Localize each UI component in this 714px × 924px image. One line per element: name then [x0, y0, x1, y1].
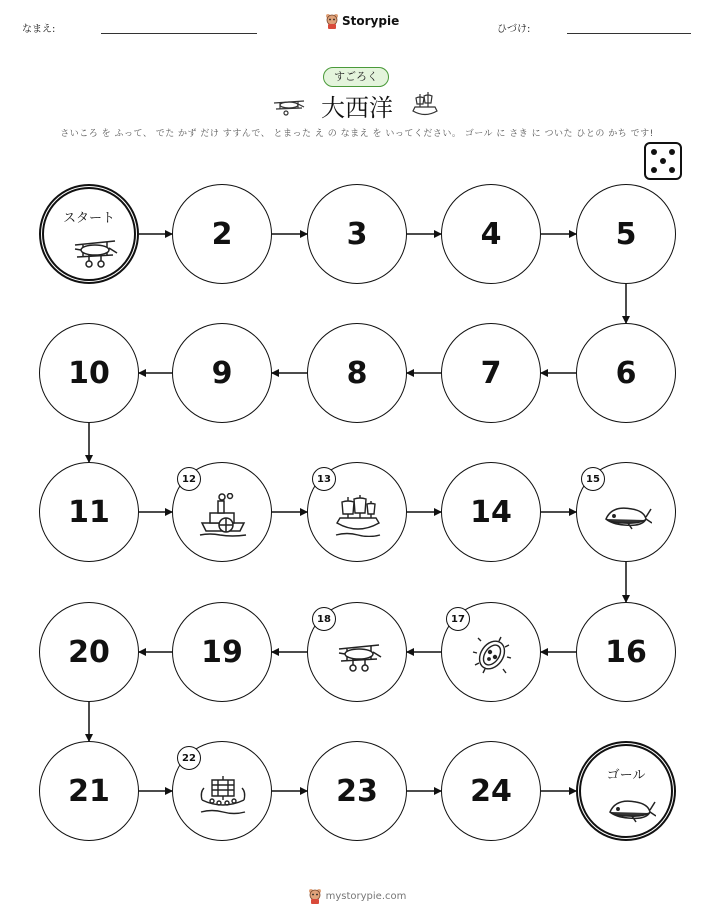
board-space [172, 323, 272, 423]
bear-mascot-icon [308, 888, 322, 904]
board-space [441, 323, 541, 423]
footer-url: mystorypie.com [325, 890, 407, 902]
board-space [172, 741, 272, 841]
space-number: 7 [480, 355, 502, 391]
biplane-icon [69, 229, 119, 273]
space-number: 19 [201, 634, 243, 670]
space-number: 16 [605, 634, 647, 670]
space-number-badge: 17 [446, 607, 470, 631]
space-number: 20 [68, 634, 110, 670]
microbe-icon [467, 633, 517, 677]
page-title: 大西洋 [321, 94, 393, 122]
space-number-badge: 15 [581, 467, 605, 491]
board-space [307, 741, 407, 841]
board-space [39, 184, 139, 284]
space-number-badge: 12 [177, 467, 201, 491]
space-number: 24 [470, 773, 512, 809]
board-space [441, 741, 541, 841]
board-space [576, 184, 676, 284]
biplane-icon [333, 633, 383, 677]
board-space [39, 323, 139, 423]
board-space [441, 602, 541, 702]
space-number: 11 [68, 494, 110, 530]
board-space [441, 184, 541, 284]
board-space [307, 462, 407, 562]
space-label: ゴール [606, 768, 646, 783]
space-number: 21 [68, 773, 110, 809]
board-space [39, 462, 139, 562]
board-space [441, 462, 541, 562]
space-number: 5 [615, 216, 637, 252]
space-number: 3 [346, 216, 368, 252]
space-number: 9 [211, 355, 233, 391]
space-number: 10 [68, 355, 110, 391]
viking-ship-icon [198, 772, 248, 816]
brand-name: Storypie [342, 14, 400, 28]
board-space [576, 741, 676, 841]
space-number-badge: 13 [312, 467, 336, 491]
whale-icon [602, 493, 652, 537]
name-label: なまえ: [22, 24, 56, 35]
paddle-steamer-icon [198, 493, 248, 537]
board-space [576, 602, 676, 702]
board-space [576, 323, 676, 423]
whale-icon [606, 786, 656, 830]
board-space [307, 602, 407, 702]
board-space [576, 462, 676, 562]
space-number-badge: 18 [312, 607, 336, 631]
space-number-badge: 22 [177, 746, 201, 770]
board-space [39, 602, 139, 702]
space-label: スタート [62, 211, 115, 226]
date-label: ひづけ: [497, 24, 531, 35]
space-number: 14 [470, 494, 512, 530]
space-number: 6 [615, 355, 637, 391]
space-number: 23 [336, 773, 378, 809]
board-space [307, 323, 407, 423]
board-space [172, 602, 272, 702]
board-space [172, 462, 272, 562]
instructions: さいころ を ふって、 でた かず だけ すすんで、 とまった え の なまえ を いってください。 ゴール に さき に ついた ひとの かち です! [60, 129, 654, 139]
galleon-icon [333, 493, 383, 537]
footer [0, 888, 714, 904]
board-space [307, 184, 407, 284]
space-number: 8 [346, 355, 368, 391]
board-space [39, 741, 139, 841]
space-number: 4 [480, 216, 502, 252]
board-space [172, 184, 272, 284]
genre-tag: すごろく [323, 67, 389, 87]
space-number: 2 [211, 216, 233, 252]
